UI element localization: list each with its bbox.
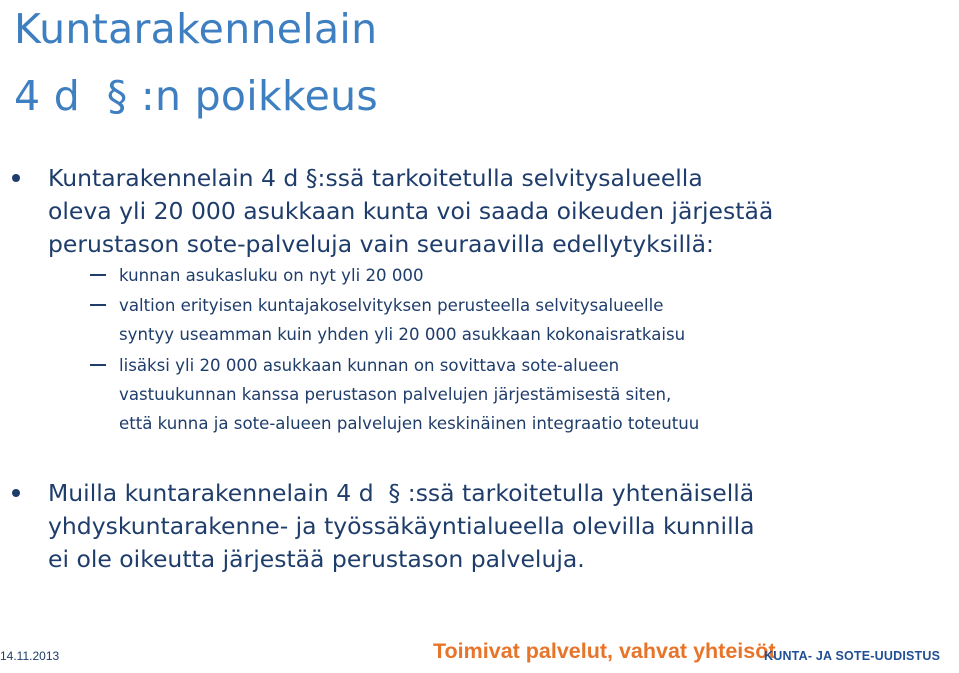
bullet-line: perustason sote-palveluja vain seuraavilla edellytyksillä:: [48, 230, 714, 258]
bullet-line: Kuntarakennelain 4 d §:ssä tarkoitetulla selvitysalueella: [48, 164, 703, 192]
bullet-dot-icon: [12, 489, 20, 497]
bullet-line: ei ole oikeutta järjestää perustason palveluja.: [48, 545, 585, 573]
slide-title: [14, 0, 378, 130]
sub-bullet-line: syntyy useamman kuin yhden yli 20 000 asukkaan kokonaisratkaisu: [119, 325, 686, 344]
sub-bullet-line: lisäksi yli 20 000 asukkaan kunnan on sovittava sote-alueen: [119, 356, 620, 375]
bullet-text: [48, 162, 773, 261]
dash-bullet-icon: [90, 364, 106, 366]
slide-title-line: 4 d § :n poikkeus: [14, 72, 379, 120]
bullet-text: [48, 477, 755, 576]
bullet-line: Muilla kuntarakennelain 4 d § :ssä tarkoitetulla yhtenäisellä: [48, 479, 755, 507]
bullet-line: yhdyskuntarakenne- ja työssäkäyntialueella olevilla kunnilla: [48, 512, 755, 540]
footer-slogan: Toimivat palvelut, vahvat yhteisöt: [433, 639, 776, 663]
sub-bullet-text: [119, 291, 685, 349]
bullet-line: oleva yli 20 000 asukkaan kunta voi saada oikeuden järjestää: [48, 197, 774, 225]
slide-title-line: Kuntarakennelain: [14, 5, 378, 53]
dash-bullet-icon: [90, 274, 106, 276]
sub-bullet-line: että kunna ja sote-alueen palvelujen keskinäinen integraatio toteutuu: [119, 414, 700, 433]
sub-bullet-line: vastuukunnan kanssa perustason palvelujen järjestämisestä siten,: [119, 385, 672, 404]
dash-bullet-icon: [90, 304, 106, 306]
footer-brand: KUNTA- JA SOTE-UUDISTUS: [764, 649, 941, 663]
sub-bullet-text: [119, 351, 699, 438]
bullet-dot-icon: [12, 174, 20, 182]
sub-bullet-line: kunnan asukasluku on nyt yli 20 000: [119, 266, 424, 285]
sub-bullet-line: valtion erityisen kuntajakoselvityksen perusteella selvitysalueelle: [119, 296, 664, 315]
sub-bullet-text: [119, 261, 424, 290]
footer-date: 14.11.2013: [0, 649, 60, 663]
